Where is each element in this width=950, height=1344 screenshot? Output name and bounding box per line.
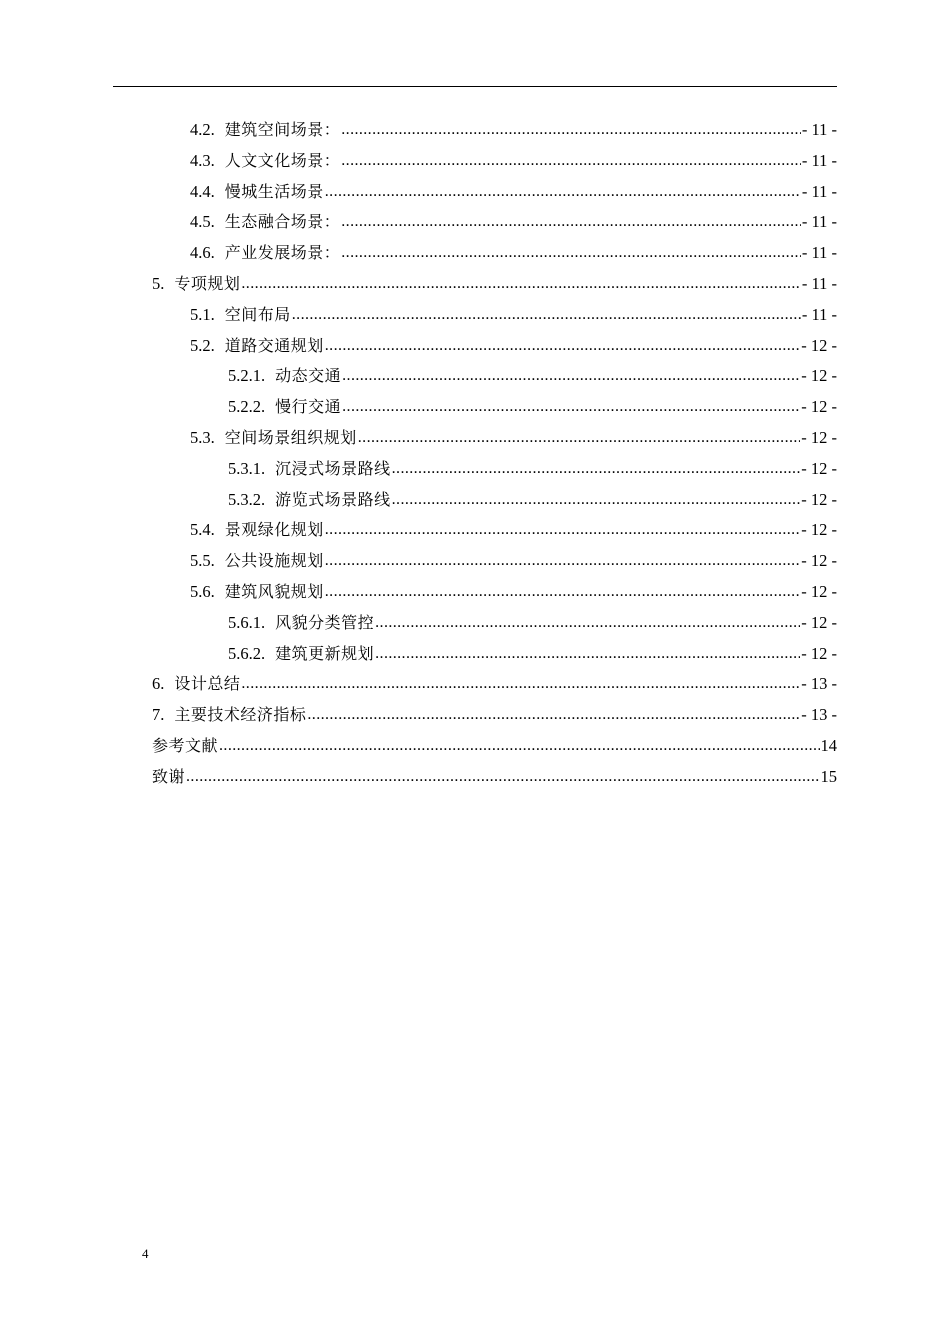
toc-entry-page: - 12 - — [801, 612, 837, 632]
toc-entry-label — [228, 641, 374, 667]
toc-entry-number: 4.6. — [190, 243, 215, 263]
header-rule — [113, 86, 837, 87]
toc-entry-title: 建筑更新规划 — [275, 643, 375, 663]
toc-entry-title: 动态交通 — [275, 366, 342, 386]
toc-dot-leader — [241, 271, 800, 297]
toc-entry-number: 5. — [152, 273, 165, 293]
toc-dot-leader — [392, 487, 801, 513]
toc-entry-label — [190, 117, 340, 143]
toc-dot-leader — [342, 363, 800, 389]
toc-entry[interactable] — [0, 271, 950, 302]
toc-entry-number: 7. — [152, 705, 165, 725]
toc-entry-page: - 12 - — [801, 366, 837, 386]
toc-entry[interactable] — [0, 487, 950, 518]
toc-entry[interactable] — [0, 610, 950, 641]
toc-entry-number: 4.4. — [190, 181, 215, 201]
toc-entry-number: 5.4. — [190, 520, 215, 540]
toc-entry-label — [190, 517, 324, 543]
toc-entry-page: - 12 - — [801, 551, 837, 571]
toc-dot-leader — [186, 764, 819, 790]
toc-entry-page: - 11 - — [801, 120, 837, 139]
toc-entry-title: 人文文化场景： — [224, 150, 341, 170]
toc-dot-leader — [325, 579, 800, 605]
toc-entry-title: 道路交通规划 — [224, 335, 324, 355]
toc-entry-number: 5.1. — [190, 304, 215, 324]
toc-entry-label — [152, 733, 218, 759]
toc-entry-title: 风貌分类管控 — [275, 612, 375, 632]
toc-entry-label — [190, 302, 291, 328]
toc-entry-number: 5.3.1. — [228, 458, 266, 478]
toc-dot-leader — [375, 610, 800, 636]
toc-entry-label — [152, 702, 306, 728]
toc-entry-label — [190, 579, 324, 605]
toc-entry-number: 5.5. — [190, 551, 215, 571]
toc-dot-leader — [325, 179, 801, 205]
toc-entry-title: 建筑空间场景： — [224, 120, 341, 139]
toc-dot-leader — [392, 456, 801, 482]
toc-entry-title: 沉浸式场景路线 — [275, 458, 391, 478]
toc-entry-title: 游览式场景路线 — [275, 489, 391, 509]
toc-entry-page: - 12 - — [801, 397, 837, 417]
toc-entry[interactable] — [0, 764, 950, 795]
toc-entry[interactable] — [0, 394, 950, 425]
toc-entry-label — [190, 179, 324, 205]
toc-entry[interactable] — [0, 456, 950, 487]
page-number: 4 — [142, 1246, 149, 1261]
toc-entry-title: 参考文献 — [152, 735, 219, 755]
toc-entry-label — [190, 548, 324, 574]
toc-entry-page: - 11 - — [801, 212, 837, 232]
toc-entry[interactable] — [0, 302, 950, 333]
toc-dot-leader — [325, 548, 800, 574]
toc-entry-title: 专项规划 — [174, 273, 241, 293]
toc-entry-page: - 12 - — [801, 581, 837, 601]
toc-entry-title: 主要技术经济指标 — [174, 705, 307, 725]
toc-dot-leader — [325, 517, 800, 543]
toc-dot-leader — [219, 733, 819, 759]
toc-entry-page: - 12 - — [801, 335, 837, 355]
toc-entry-number: 5.2.1. — [228, 366, 266, 386]
toc-entry[interactable] — [0, 641, 950, 672]
toc-entry-number: 5.6.1. — [228, 612, 266, 632]
toc-dot-leader — [341, 209, 801, 235]
toc-entry[interactable] — [0, 240, 950, 271]
toc-entry-label — [190, 333, 324, 359]
toc-entry-label — [228, 394, 341, 420]
toc-dot-leader — [358, 425, 800, 451]
toc-entry-title: 空间布局 — [224, 304, 291, 324]
toc-entry-page: - 11 - — [801, 243, 837, 263]
toc-entry-page: 14 — [820, 735, 837, 755]
toc-entry[interactable] — [0, 363, 950, 394]
toc-entry-number: 5.6.2. — [228, 643, 266, 663]
toc-entry-number: 6. — [152, 674, 165, 694]
toc-entry[interactable] — [0, 148, 950, 179]
toc-entry-label — [152, 671, 240, 697]
toc-entry-page: - 12 - — [801, 458, 837, 478]
toc-entry-number: 5.3. — [190, 427, 215, 447]
toc-entry-title: 公共设施规划 — [224, 551, 324, 571]
toc-entry-label — [228, 487, 391, 513]
toc-entry-title: 致谢 — [152, 766, 186, 786]
toc-entry[interactable] — [0, 333, 950, 364]
toc-entry-page: - 13 - — [801, 705, 837, 725]
table-of-contents — [0, 117, 950, 795]
toc-entry[interactable] — [0, 425, 950, 456]
toc-entry[interactable] — [0, 179, 950, 210]
toc-entry[interactable] — [0, 548, 950, 579]
toc-dot-leader — [307, 702, 800, 728]
toc-entry-number: 4.3. — [190, 150, 215, 170]
toc-entry[interactable] — [0, 733, 950, 764]
toc-entry-label — [190, 209, 340, 235]
toc-entry-label — [152, 764, 185, 790]
toc-entry-label — [228, 456, 391, 482]
toc-dot-leader — [341, 148, 801, 174]
toc-entry-page: - 11 - — [801, 150, 837, 170]
toc-entry[interactable] — [0, 579, 950, 610]
toc-entry[interactable] — [0, 671, 950, 702]
toc-entry-title: 慢行交通 — [275, 397, 342, 417]
toc-entry-page: - 13 - — [801, 674, 837, 694]
toc-entry-title: 空间场景组织规划 — [224, 427, 357, 447]
toc-entry-page: - 12 - — [801, 520, 837, 540]
toc-entry-page: - 11 - — [801, 273, 837, 293]
toc-entry-page: - 12 - — [801, 643, 837, 663]
toc-dot-leader — [341, 117, 801, 143]
toc-entry[interactable] — [0, 702, 950, 733]
toc-entry-title: 景观绿化规划 — [224, 520, 324, 540]
toc-entry-label — [190, 148, 340, 174]
toc-entry-number: 4.5. — [190, 212, 215, 232]
toc-entry-page: - 12 - — [801, 489, 837, 509]
toc-entry-label — [228, 363, 341, 389]
toc-entry-number: 4.2. — [190, 120, 215, 139]
toc-entry-label — [152, 271, 240, 297]
toc-entry-title: 设计总结 — [174, 674, 241, 694]
toc-entry-number: 5.2.2. — [228, 397, 266, 417]
toc-entry-label — [190, 240, 340, 266]
toc-entry[interactable] — [0, 209, 950, 240]
toc-entry-page: - 11 - — [801, 304, 837, 324]
toc-entry-page: - 12 - — [801, 427, 837, 447]
toc-entry-title: 生态融合场景： — [224, 212, 341, 232]
toc-dot-leader — [375, 641, 800, 667]
toc-dot-leader — [342, 394, 800, 420]
toc-dot-leader — [292, 302, 801, 328]
toc-entry-number: 5.2. — [190, 335, 215, 355]
toc-entry-number: 5.3.2. — [228, 489, 266, 509]
toc-entry[interactable] — [0, 117, 950, 148]
toc-entry-page: 15 — [820, 766, 837, 786]
toc-entry-label — [190, 425, 357, 451]
toc-entry-page: - 11 - — [801, 181, 837, 201]
toc-dot-leader — [241, 671, 800, 697]
toc-entry-title: 慢城生活场景 — [224, 181, 324, 201]
toc-entry[interactable] — [0, 517, 950, 548]
toc-entry-number: 5.6. — [190, 581, 215, 601]
toc-entry-label — [228, 610, 374, 636]
toc-dot-leader — [341, 240, 801, 266]
toc-dot-leader — [325, 333, 800, 359]
toc-entry-title: 产业发展场景： — [224, 243, 341, 263]
toc-entry-title: 建筑风貌规划 — [224, 581, 324, 601]
